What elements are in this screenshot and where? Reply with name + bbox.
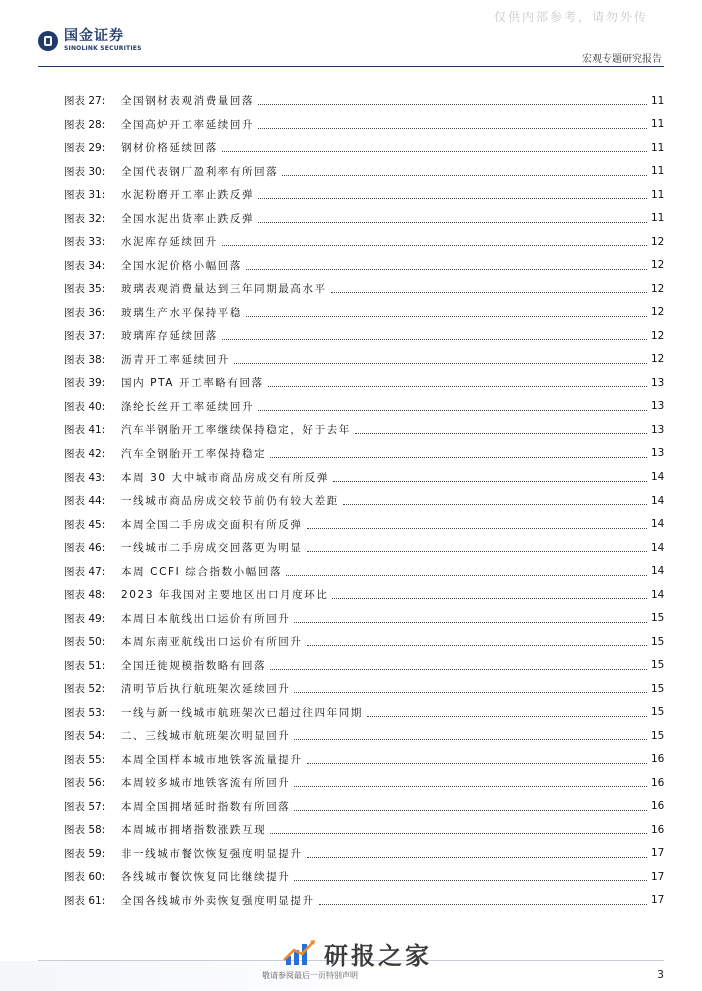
- toc-page-number: 13: [651, 447, 665, 460]
- toc-figure-label: 图表 55:: [64, 753, 106, 766]
- toc-page-number: 15: [651, 612, 665, 625]
- toc-figure-title: 水泥粉磨开工率止跌反弹: [121, 189, 255, 202]
- toc-entry[interactable]: [64, 700, 663, 724]
- toc-figure-label: 图表 46:: [64, 542, 106, 555]
- toc-figure-title: 本周较多城市地铁客流有所回升: [121, 777, 291, 790]
- toc-figure-title: 玻璃库存延续回落: [121, 330, 218, 343]
- sinolink-logo-icon: [38, 31, 58, 51]
- toc-figure-title: 钢材价格延续回落: [121, 142, 218, 155]
- toc-dot-leader: [282, 165, 647, 176]
- toc-dot-leader: [331, 282, 647, 293]
- company-logo: [38, 29, 142, 52]
- toc-entry[interactable]: [64, 724, 663, 748]
- toc-entry[interactable]: [64, 583, 663, 607]
- toc-figure-title: 本周全国样本城市地铁客流量提升: [121, 753, 303, 766]
- toc-figure-label: 图表 47:: [64, 565, 106, 578]
- toc-figure-label: 图表 58:: [64, 824, 106, 837]
- toc-page-number: 13: [651, 423, 665, 436]
- toc-figure-label: 图表 27:: [64, 95, 106, 108]
- toc-page-number: 12: [651, 259, 665, 272]
- toc-dot-leader: [258, 188, 647, 199]
- toc-dot-leader: [294, 776, 647, 787]
- toc-entry[interactable]: [64, 324, 663, 348]
- toc-figure-title: 一线城市二手房成交回落更为明显: [121, 542, 303, 555]
- toc-entry[interactable]: [64, 606, 663, 630]
- toc-page-number: 11: [651, 118, 665, 131]
- toc-page-number: 16: [651, 800, 665, 813]
- toc-figure-label: 图表 49:: [64, 612, 106, 625]
- toc-page-number: 12: [651, 282, 665, 295]
- toc-figure-title: 全国钢材表观消费量回落: [121, 95, 255, 108]
- toc-figure-title: 一线城市商品房成交较节前仍有较大差距: [121, 495, 339, 508]
- toc-dot-leader: [258, 400, 647, 411]
- toc-page-number: 12: [651, 353, 665, 366]
- toc-entry[interactable]: [64, 630, 663, 654]
- top-watermark: 仅供内部参考，请勿外传: [493, 10, 648, 24]
- toc-dot-leader: [222, 235, 647, 246]
- toc-page-number: 15: [651, 706, 665, 719]
- toc-dot-leader: [246, 306, 647, 317]
- toc-entry[interactable]: [64, 771, 663, 795]
- toc-entry[interactable]: [64, 183, 663, 207]
- page-header: [0, 0, 702, 70]
- toc-dot-leader: [319, 894, 647, 905]
- toc-dot-leader: [355, 423, 647, 434]
- toc-dot-leader: [270, 447, 647, 458]
- toc-figure-title: 汽车全钢胎开工率保持稳定: [121, 447, 267, 460]
- toc-figure-label: 图表 52:: [64, 683, 106, 696]
- toc-dot-leader: [294, 800, 647, 811]
- toc-page-number: 17: [651, 870, 665, 883]
- toc-entry[interactable]: [64, 230, 663, 254]
- toc-page-number: 16: [651, 753, 665, 766]
- toc-dot-leader: [307, 635, 648, 646]
- toc-figure-title: 本周全国二手房成交面积有所反弹: [121, 518, 303, 531]
- toc-entry[interactable]: [64, 89, 663, 113]
- toc-entry[interactable]: [64, 442, 663, 466]
- toc-figure-title: 汽车半钢胎开工率继续保持稳定，好于去年: [121, 424, 351, 437]
- toc-figure-label: 图表 33:: [64, 236, 106, 249]
- toc-page-number: 17: [651, 894, 665, 907]
- header-divider: [38, 66, 664, 67]
- toc-dot-leader: [307, 518, 648, 529]
- toc-entry[interactable]: [64, 277, 663, 301]
- toc-dot-leader: [270, 823, 647, 834]
- toc-figure-label: 图表 48:: [64, 589, 106, 602]
- toc-entry[interactable]: [64, 865, 663, 889]
- toc-dot-leader: [332, 588, 647, 599]
- toc-figure-label: 图表 51:: [64, 659, 106, 672]
- toc-entry[interactable]: [64, 536, 663, 560]
- toc-page-number: 11: [651, 212, 665, 225]
- toc-dot-leader: [294, 870, 647, 881]
- toc-figure-label: 图表 29:: [64, 142, 106, 155]
- toc-dot-leader: [258, 118, 647, 129]
- toc-figure-title: 本周 CCFI 综合指数小幅回落: [121, 565, 283, 578]
- toc-page-number: 15: [651, 659, 665, 672]
- toc-dot-leader: [307, 753, 648, 764]
- toc-figure-title: 沥青开工率延续回升: [121, 353, 230, 366]
- toc-dot-leader: [333, 471, 647, 482]
- toc-page-number: 14: [651, 588, 665, 601]
- toc-figure-label: 图表 56:: [64, 777, 106, 790]
- toc-entry[interactable]: [64, 559, 663, 583]
- toc-figure-title: 本周东南亚航线出口运价有所回升: [121, 636, 303, 649]
- toc-figure-title: 全国代表钢厂盈利率有所回落: [121, 165, 279, 178]
- toc-entry[interactable]: [64, 301, 663, 325]
- report-type: 宏观专题研究报告: [582, 54, 662, 65]
- toc-page-number: 14: [651, 494, 665, 507]
- toc-figure-label: 图表 43:: [64, 471, 106, 484]
- toc-figure-title: 全国迁徙规模指数略有回落: [121, 659, 267, 672]
- toc-entry[interactable]: [64, 794, 663, 818]
- toc-dot-leader: [246, 259, 647, 270]
- toc-dot-leader: [222, 141, 647, 152]
- toc-figure-label: 图表 30:: [64, 165, 106, 178]
- toc-entry[interactable]: [64, 512, 663, 536]
- toc-dot-leader: [294, 612, 647, 623]
- toc-page-number: 17: [651, 847, 665, 860]
- toc-entry[interactable]: [64, 747, 663, 771]
- toc-dot-leader: [294, 729, 647, 740]
- toc-dot-leader: [286, 565, 647, 576]
- toc-figure-title: 本周 30 大中城市商品房成交有所反弹: [121, 471, 329, 484]
- toc-entry[interactable]: [64, 371, 663, 395]
- toc-figure-title: 全国水泥出货率止跌反弹: [121, 212, 255, 225]
- toc-page-number: 11: [651, 165, 665, 178]
- toc-dot-leader: [234, 353, 647, 364]
- toc-figure-label: 图表 45:: [64, 518, 106, 531]
- toc-figure-label: 图表 31:: [64, 189, 106, 202]
- toc-figure-title: 全国高炉开工率延续回升: [121, 118, 255, 131]
- figure-index-list: [64, 89, 663, 912]
- brand-chart-icon: [280, 938, 320, 968]
- toc-figure-label: 图表 54:: [64, 730, 106, 743]
- logo-english-name: SINOLINK SECURITIES: [64, 45, 142, 52]
- toc-dot-leader: [270, 659, 647, 670]
- toc-entry[interactable]: [64, 889, 663, 913]
- toc-page-number: 15: [651, 635, 665, 648]
- toc-page-number: 12: [651, 235, 665, 248]
- toc-page-number: 15: [651, 682, 665, 695]
- toc-figure-label: 图表 57:: [64, 800, 106, 813]
- toc-figure-title: 水泥库存延续回升: [121, 236, 218, 249]
- toc-figure-title: 清明节后执行航班架次延续回升: [121, 683, 291, 696]
- toc-figure-title: 一线与新一线城市航班架次已超过往四年同期: [121, 706, 363, 719]
- toc-figure-label: 图表 61:: [64, 894, 106, 907]
- toc-page-number: 12: [651, 329, 665, 342]
- toc-page-number: 15: [651, 729, 665, 742]
- toc-entry[interactable]: [64, 842, 663, 866]
- toc-figure-label: 图表 44:: [64, 495, 106, 508]
- toc-dot-leader: [222, 329, 647, 340]
- toc-figure-title: 各线城市餐饮恢复同比继续提升: [121, 871, 291, 884]
- toc-figure-title: 2023 年我国对主要地区出口月度环比: [121, 589, 329, 602]
- toc-figure-label: 图表 39:: [64, 377, 106, 390]
- toc-page-number: 14: [651, 471, 665, 483]
- toc-entry[interactable]: [64, 113, 663, 137]
- toc-figure-title: 本周城市拥堵指数涨跌互现: [121, 824, 267, 837]
- toc-figure-label: 图表 34:: [64, 259, 106, 272]
- disclaimer-note: 敬请参阅最后一页特别声明: [262, 971, 358, 980]
- toc-dot-leader: [268, 376, 647, 387]
- toc-page-number: 11: [651, 141, 665, 154]
- toc-figure-label: 图表 40:: [64, 400, 106, 413]
- toc-page-number: 16: [651, 776, 665, 789]
- logo-chinese-name: 国金证券: [64, 28, 124, 44]
- toc-entry[interactable]: [64, 207, 663, 231]
- toc-page-number: 16: [651, 823, 665, 836]
- toc-dot-leader: [307, 847, 648, 858]
- toc-page-number: 13: [651, 400, 665, 413]
- toc-figure-title: 玻璃生产水平保持平稳: [121, 306, 242, 319]
- toc-figure-label: 图表 28:: [64, 118, 106, 131]
- toc-figure-label: 图表 53:: [64, 706, 106, 719]
- toc-figure-title: 全国水泥价格小幅回落: [121, 259, 242, 272]
- toc-entry[interactable]: [64, 136, 663, 160]
- toc-figure-label: 图表 37:: [64, 330, 106, 343]
- toc-page-number: 11: [651, 94, 665, 107]
- toc-figure-label: 图表 60:: [64, 871, 106, 884]
- page-number: 3: [657, 968, 664, 981]
- toc-page-number: 11: [651, 188, 665, 201]
- toc-figure-label: 图表 32:: [64, 212, 106, 225]
- toc-figure-label: 图表 42:: [64, 447, 106, 460]
- toc-dot-leader: [258, 212, 647, 223]
- toc-figure-label: 图表 38:: [64, 353, 106, 366]
- toc-figure-title: 玻璃表观消费量达到三年同期最高水平: [121, 283, 327, 296]
- toc-entry[interactable]: [64, 395, 663, 419]
- toc-figure-label: 图表 59:: [64, 847, 106, 860]
- toc-dot-leader: [343, 494, 647, 505]
- toc-figure-label: 图表 41:: [64, 424, 106, 437]
- toc-entry[interactable]: [64, 818, 663, 842]
- brand-watermark: 研报之家: [324, 942, 432, 970]
- toc-page-number: 13: [651, 376, 665, 389]
- toc-page-number: 14: [651, 541, 665, 554]
- toc-page-number: 14: [651, 518, 665, 531]
- toc-entry[interactable]: [64, 465, 663, 489]
- toc-entry[interactable]: [64, 254, 663, 278]
- toc-figure-title: 本周日本航线出口运价有所回升: [121, 612, 291, 625]
- toc-figure-title: 非一线城市餐饮恢复强度明显提升: [121, 847, 303, 860]
- toc-entry[interactable]: [64, 677, 663, 701]
- toc-figure-label: 图表 35:: [64, 283, 106, 296]
- toc-figure-title: 国内 PTA 开工率略有回落: [121, 377, 264, 390]
- toc-page-number: 12: [651, 306, 665, 319]
- toc-entry[interactable]: [64, 160, 663, 184]
- toc-entry[interactable]: [64, 418, 663, 442]
- toc-figure-label: 图表 50:: [64, 636, 106, 649]
- toc-figure-label: 图表 36:: [64, 306, 106, 319]
- toc-figure-title: 涤纶长丝开工率延续回升: [121, 400, 255, 413]
- toc-entry[interactable]: [64, 489, 663, 513]
- toc-entry[interactable]: [64, 653, 663, 677]
- toc-figure-title: 全国各线城市外卖恢复强度明显提升: [121, 894, 315, 907]
- toc-dot-leader: [307, 541, 648, 552]
- toc-figure-title: 二、三线城市航班架次明显回升: [121, 730, 291, 743]
- toc-dot-leader: [294, 682, 647, 693]
- toc-entry[interactable]: [64, 348, 663, 372]
- toc-dot-leader: [367, 706, 647, 717]
- toc-page-number: 14: [651, 565, 665, 578]
- toc-figure-title: 本周全国拥堵延时指数有所回落: [121, 800, 291, 813]
- toc-dot-leader: [258, 94, 647, 105]
